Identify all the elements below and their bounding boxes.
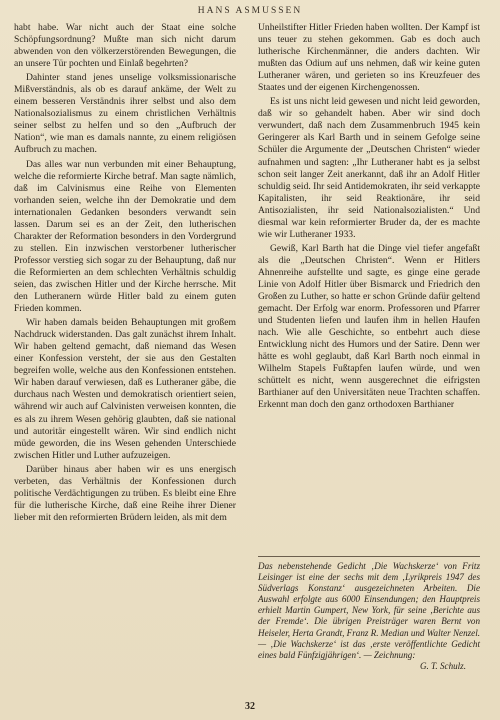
- right-column: [258, 22, 480, 412]
- footnote-box: [258, 556, 480, 672]
- paragraph: Das alles war nun verbunden mit einer Behauptung, welche die reformierte Kirche betraf. Man sagte nämlich, daß im Calvinismus eine Reihe von Elementen vorhanden seien, welche ihn der Demokratie und dem internationalen Gedanken besonders verwandt sein lassen. Darum sei es an der Zeit, den lutherischen Charakter der Reformation besonders in den Vordergrund zu stellen. Ein inzwischen verstorbener lutherischer Professor verstieg sich sogar zu der Behauptung, daß nur die Reformierten an dem schlechten Verhältnis schuldig seien, das zwischen Hitler und der Kirche herrsche. Mit den Lutheranern würde Hitler bald zu einem guten Frieden kommen.: [14, 158, 236, 315]
- paragraph: Unheilstifter Hitler Frieden haben wollten. Der Kampf ist uns teuer zu stehen gekommen. Gab es doch auch lutherische Kirchenmänner, die anders dachten. Wir mußten das Odium auf uns nehmen, daß wir keine guten Lutheraner wären, und gerieten so ins Kreuzfeuer des Staates und der eigenen Kirchengenossen.: [258, 22, 480, 94]
- paragraph: Darüber hinaus aber haben wir es uns energisch verbeten, das Verhältnis der Konfessionen durch politische Verdächtigungen zu trüben. Es bleibt eine Ehre für die lutherische Kirche, daß eine Reihe ihrer Diener lieber mit den reformierten Brüdern leiden, als mit dem: [14, 463, 236, 523]
- footnote-illustrator: G. T. Schulz.: [419, 660, 466, 671]
- paragraph: Es ist uns nicht leid gewesen und nicht leid geworden, daß wir so gehandelt haben. Aber wir sind doch verwundert, daß nach dem Zusammenbruch 1945 kein Geringerer als Karl Barth und in seinem Gefolge seine Schüler die Argumente der „Deutschen Christen“ wieder aufnahmen und sagten: „Ihr Lutheraner habt es ja selbst schon seit langer Zeit anerkannt, daß ihr an Adolf Hitler schuldig seid. Ihr seid Antidemokraten, ihr seid verkappte Kapitalisten, ihr seid Reaktionäre, ihr seid Antisozialisten, ihr seid Nationalsozialisten.“ Und diesmal war kein reformierter Bruder da, der es machte wie wir Lutheraner 1933.: [258, 96, 480, 240]
- paragraph: habt habe. War nicht auch der Staat eine solche Schöpfungsordnung? Mußte man sich nicht darum abwenden von den völkerzerstörenden Bewegungen, die an unsere Tür pochten und Einlaß begehrten?: [14, 22, 236, 70]
- paragraph: Gewiß, Karl Barth hat die Dinge viel tiefer angefaßt als die „Deutschen Christen“. Wenn er Hitlers Ahnenreihe aufstellte und sagte, es ginge eine gerade Linie von Adolf Hitler über Bismarck und Friedrich den Großen zu Luther, so hatte er schon Gründe dafür geltend gemacht. Der Erfolg war enorm. Professoren und Pfarrer und Studenten liefen und laufen ihm in hellen Haufen nach. Wie alle Geschichte, so entbehrt auch diese Entwicklung nicht des Humors und der Satire. Denn wer hätte es wohl geglaubt, daß Karl Barth noch einmal in Wilhelm Stapels Fußtapfen laufen würde, und wen schüttelt es nicht, wenn ausgerechnet die eifrigsten Barthianer auf den Universitäten neue Trachten schaffen. Erkennt man doch den ganz orthodoxen Barthianer: [258, 242, 480, 411]
- footnote-text: Das nebenstehende Gedicht ‚Die Wachskerze‘ von Fritz Leisinger ist eine der sechs mit dem ‚Lyrikpreis 1947 des Südverlags Konstanz‘ ausgezeichneten Arbeiten. Die Auswahl erfolgte aus 6000 Einsendungen; den Hauptpreis erhielt Martin Gumpert, New York, für seine ‚Berichte aus der Fremde‘. Die übrigen Preisträger waren Bernt von Heiseler, Herta Grandt, Franz R. Median und Walter Nenzel. — ‚Die Wachskerze‘ ist das ‚erste veröffentlichte Gedicht eines bald Fünfzigjährigen‘. — Zeichnung:: [258, 561, 480, 660]
- paragraph: Wir haben damals beiden Behauptungen mit großem Nachdruck widerstanden. Das galt zunächst ihrem Inhalt. Wir haben geltend gemacht, daß niemand das Wesen einer Konfession versteht, der sie aus den Gestalten begreifen wolle, welche aus den Konfessionen entstehen. Wir haben darauf verwiesen, daß es Lutheraner gäbe, die durchaus nach Westen und demokratisch orientiert seien, während wir auch auf Calvinisten verweisen konnten, die es als zu ihrem Wesen gehörig glaubten, daß sie national und autoritär eingestellt wären. Wir sind endlich nicht müde geworden, die ins Wesen gehenden Unterschiede zwischen Hitler und Luther aufzuzeigen.: [14, 317, 236, 461]
- paragraph: Dahinter stand jenes unselige volksmissionarische Mißverständnis, als ob es darauf ankäme, der Welt zu einem besseren Verständnis ihrer selbst und also dem Nationalsozialismus zu einem christlichen Verhältnis seiner selbst zu helfen und so den „Aufbruch der Nation“, wie man es damals nannte, zu einem religiösen Aufbruch zu machen.: [14, 72, 236, 156]
- page-number: 32: [245, 701, 255, 712]
- left-column: [14, 22, 236, 524]
- running-head: HANS ASMUSSEN: [197, 6, 303, 16]
